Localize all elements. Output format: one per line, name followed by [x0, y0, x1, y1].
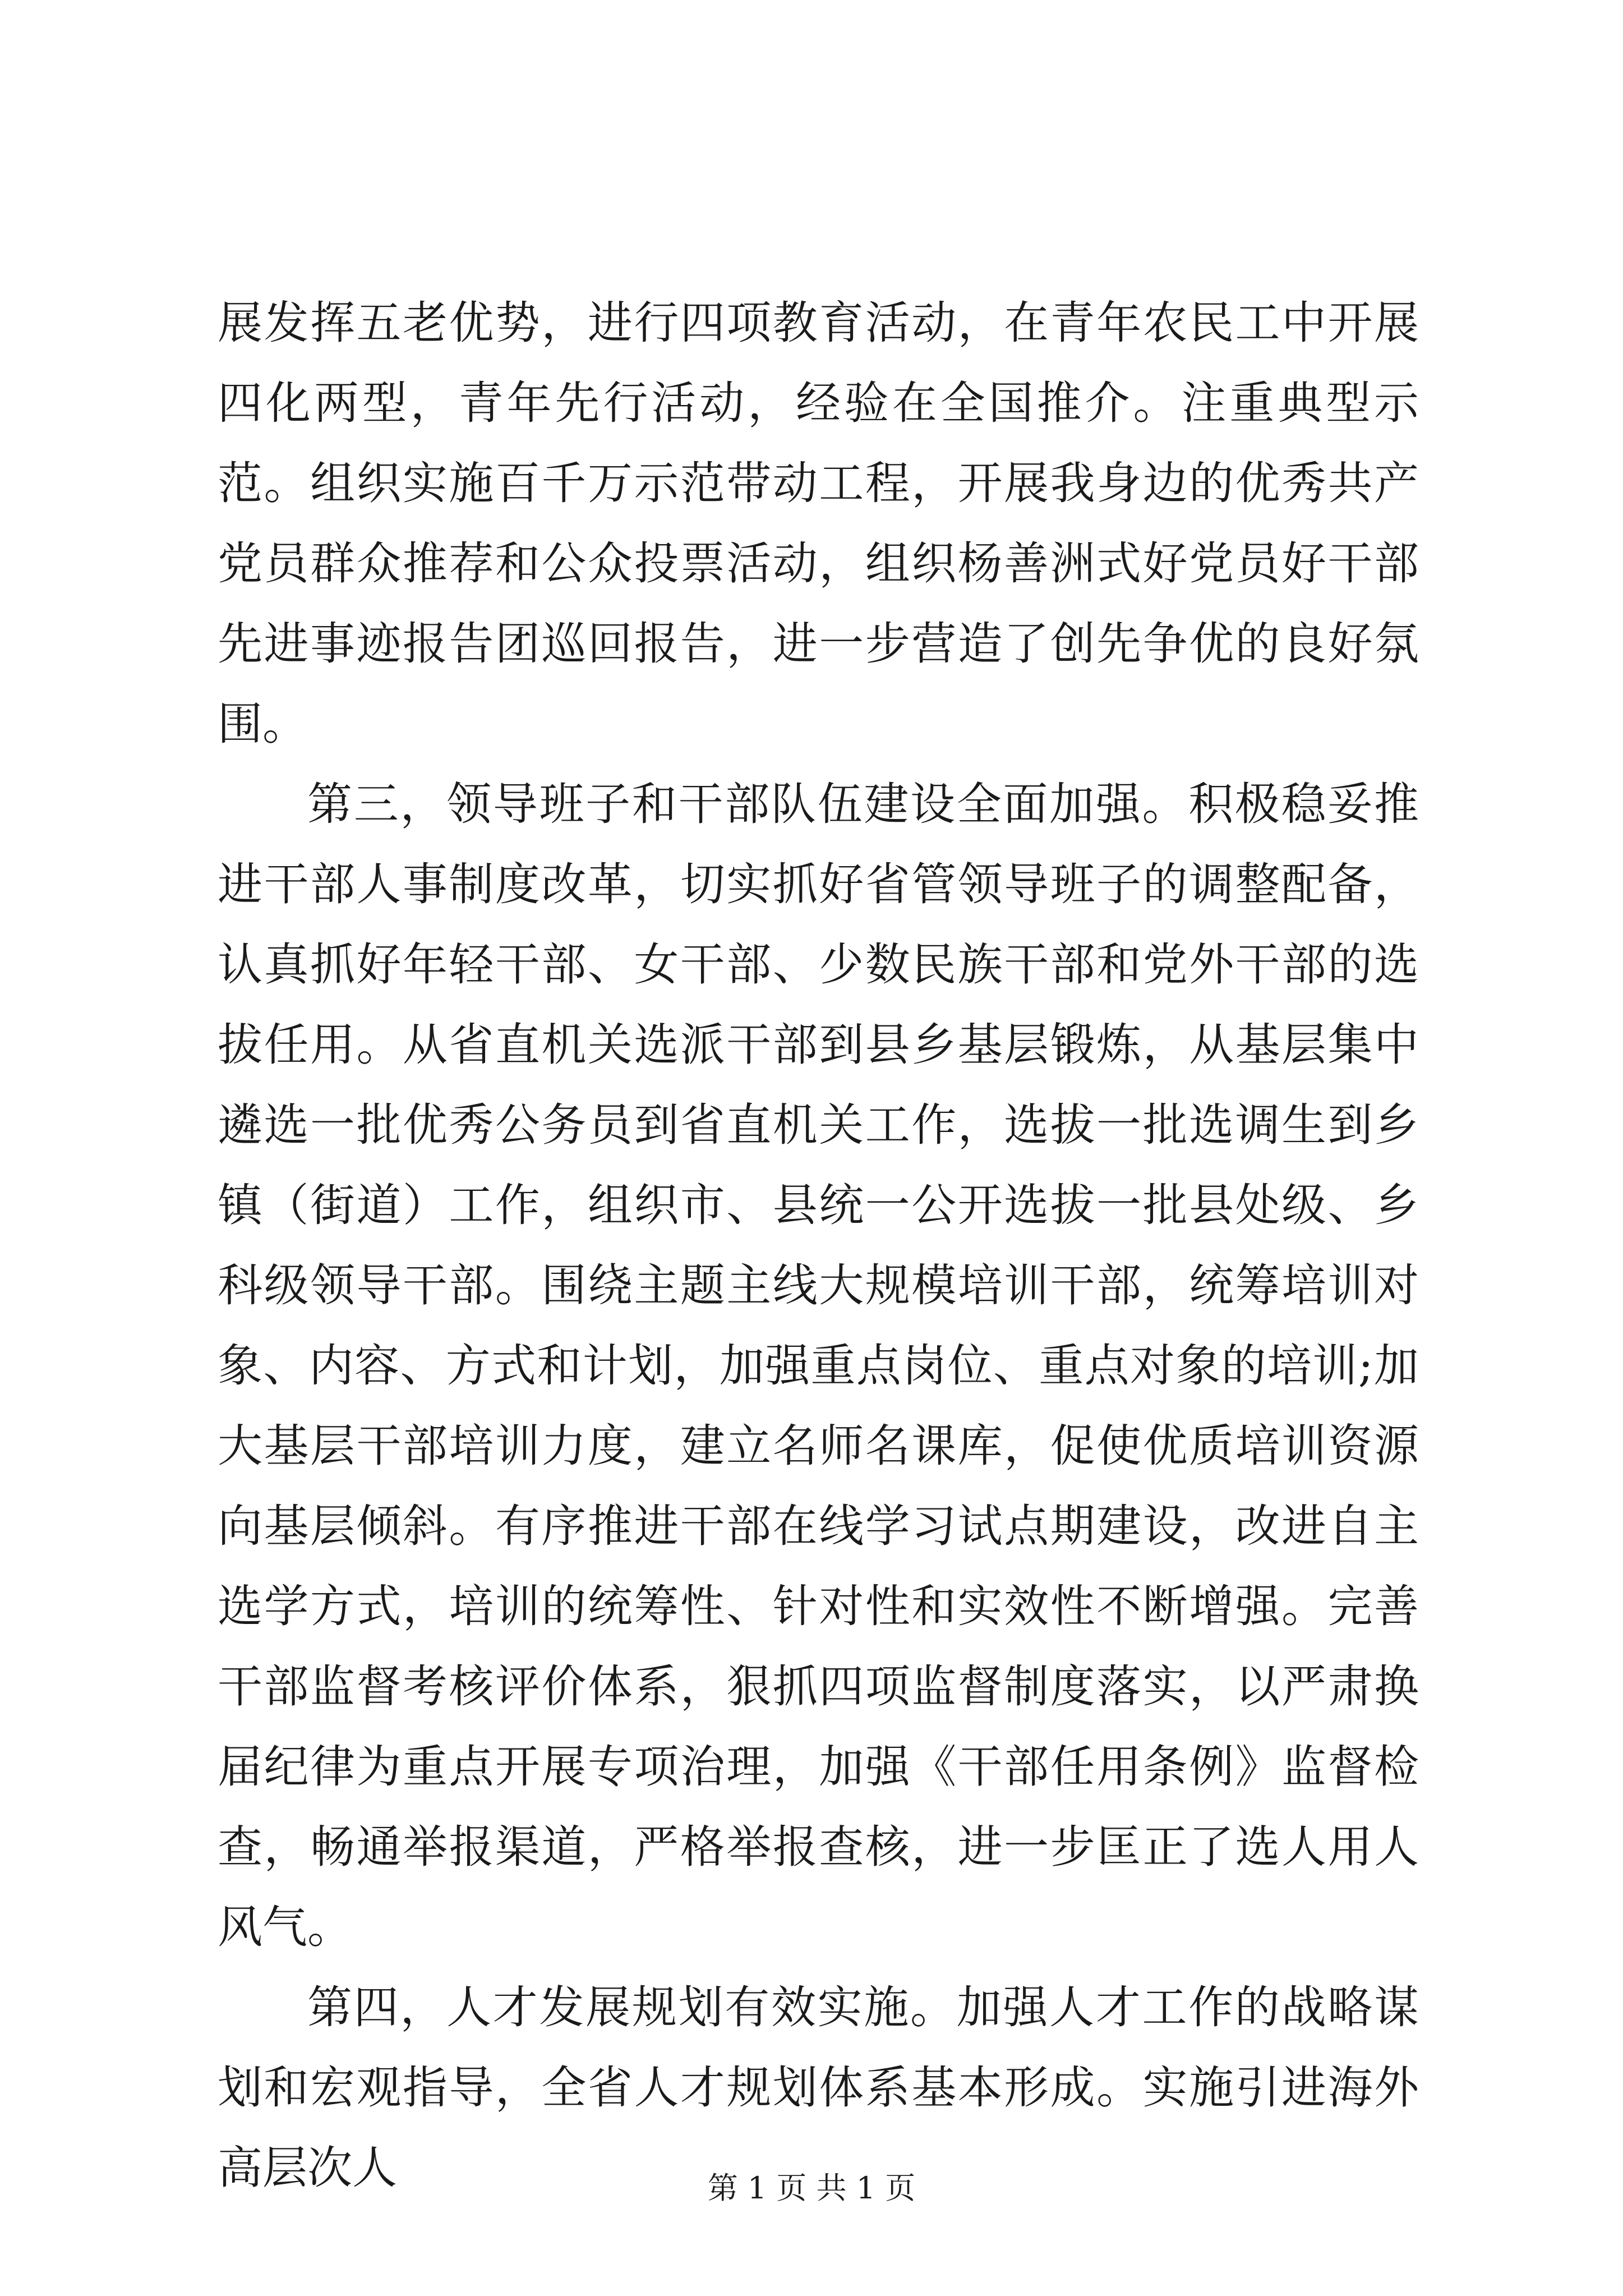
paragraph-1: 展发挥五老优势，进行四项教育活动，在青年农民工中开展四化两型，青年先行活动，经验在全国推介。注重典型示范。组织实施百千万示范带动工程，开展我身边的优秀共产党员群众推荐和公众投票活动，组织杨善洲式好党员好干部先进事迹报告团巡回报告，进一步营造了创先争优的良好氛围。: [218, 297, 1419, 750]
document-body: [218, 283, 1419, 2208]
page-footer: 第 1 页 共 1 页: [707, 2170, 916, 2206]
paragraph-2: 第三，领导班子和干部队伍建设全面加强。积极稳妥推进干部人事制度改革，切实抓好省管领导班子的调整配备，认真抓好年轻干部、女干部、少数民族干部和党外干部的选拔任用。从省直机关选派干部到县乡基层锻炼，从基层集中遴选一批优秀公务员到省直机关工作，选拔一批选调生到乡镇（街道）工作，组织市、县统一公开选拔一批县处级、乡科级领导干部。围绕主题主线大规模培训干部，统筹培训对象、内容、方式和计划，加强重点岗位、重点对象的培训;加大基层干部培训力度，建立名师名课库，促使优质培训资源向基层倾斜。有序推进干部在线学习试点期建设，改进自主选学方式，培训的统筹性、针对性和实效性不断增强。完善干部监督考核评价体系，狠抓四项监督制度落实，以严肃换届纪律为重点开展专项治理，加强《干部任用条例》监督检查，畅通举报渠道，严格举报查核，进一步匡正了选人用人风气。: [218, 778, 1419, 1953]
paragraph-3: 第四，人才发展规划有效实施。加强人才工作的战略谋划和宏观指导，全省人才规划体系基本形成。实施引进海外高层次人: [218, 1981, 1419, 2194]
